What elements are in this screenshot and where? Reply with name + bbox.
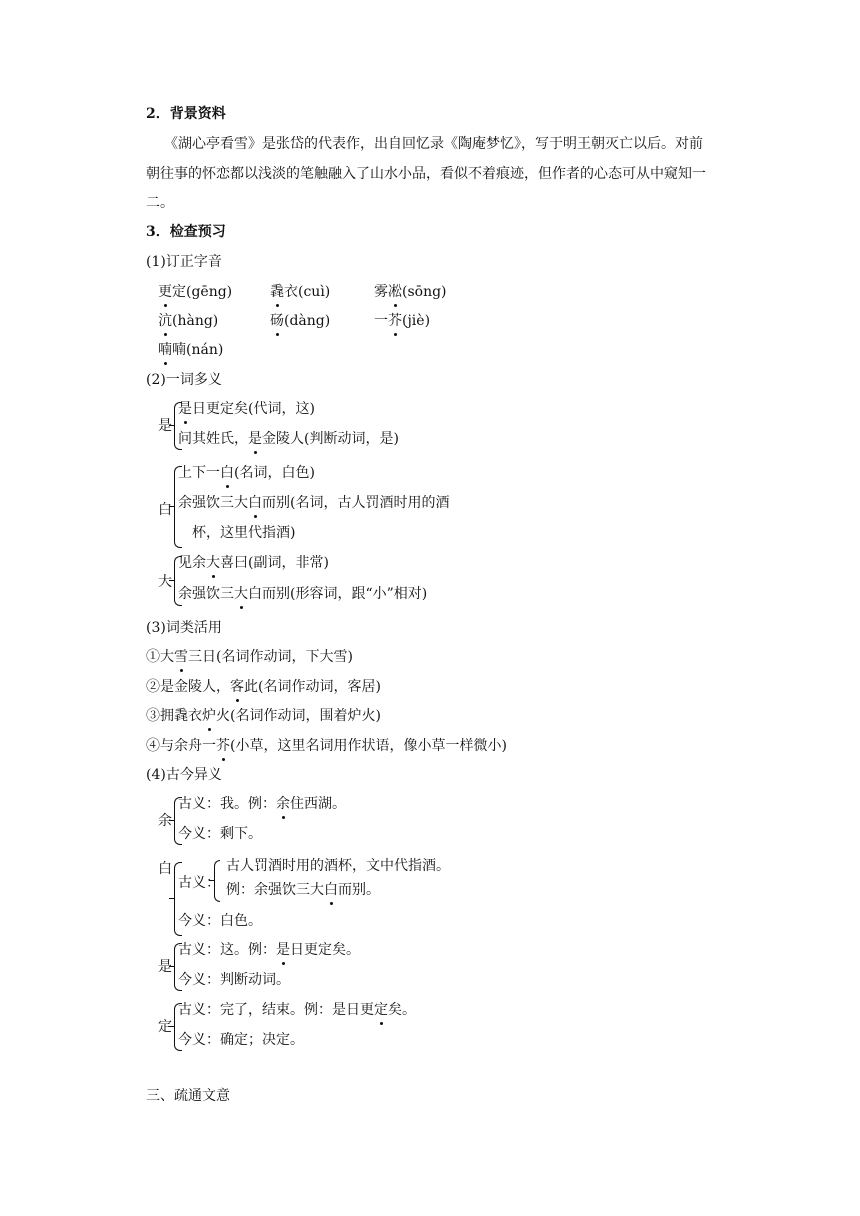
ancient-modern-head-char: 是	[158, 959, 172, 975]
pronunciation-item: 一芥(jiè)	[374, 313, 431, 329]
section-heading-comprehension: 三、疏通文意	[146, 1088, 230, 1104]
ancient-meaning-line: 古义：完了，结束。例：是日更定矣。	[178, 1002, 416, 1018]
word-class-item: ①大雪三日(名词作动词，下大雪)	[146, 649, 353, 665]
ancient-modern-head-char: 白	[158, 861, 172, 877]
pronunciation-item: 沆(hàng)	[158, 313, 219, 329]
sub-heading-ancient-modern: (4)古今异义	[146, 767, 222, 783]
pronunciation-item: 喃喃(nán)	[158, 342, 224, 358]
polysemy-line: 杯，这里代指酒)	[192, 525, 296, 541]
modern-meaning-line: 今义：白色。	[178, 913, 262, 929]
ancient-modern-head-char: 定	[158, 1019, 172, 1035]
inner-brace	[214, 860, 220, 902]
ancient-meaning-line: 例：余强饮三大白而别。	[226, 882, 380, 898]
word-class-item: ④与余舟一芥(小草，这里名词用作状语，像小草一样微小)	[146, 738, 507, 754]
pronunciation-item: 毳衣(cuì)	[270, 284, 331, 300]
polysemy-line: 见余大喜曰(副词，非常)	[178, 555, 329, 571]
modern-meaning-line: 今义：剩下。	[178, 826, 262, 842]
section-heading-preview: 3．检查预习	[146, 224, 226, 240]
section-heading-background: 2．背景资料	[146, 106, 226, 122]
word-class-item: ②是金陵人，客此(名词作动词，客居)	[146, 679, 381, 695]
polysemy-line: 余强饮三大白而别(形容词，跟“小”相对)	[178, 586, 428, 602]
ancient-meaning-line: 古人罚酒时用的酒杯，文中代指酒。	[226, 858, 450, 874]
modern-meaning-line: 今义：判断动词。	[178, 972, 290, 988]
background-para-line-3: 二。	[146, 195, 174, 211]
pronunciation-item: 更定(gēng)	[158, 284, 233, 300]
pronunciation-item: 雾凇(sōng)	[374, 284, 447, 300]
polysemy-line: 上下一白(名词，白色)	[178, 465, 315, 481]
ancient-modern-head-char: 余	[158, 813, 172, 829]
background-para-line-1: 《湖心亭看雪》是张岱的代表作，出自回忆录《陶庵梦忆》，写于明王朝灭亡以后。对前	[164, 136, 703, 152]
polysemy-head-char: 大	[158, 574, 172, 590]
word-class-item: ③拥毳衣炉火(名词作动词，围着炉火)	[146, 708, 381, 724]
polysemy-head-char: 是	[158, 418, 172, 434]
polysemy-head-char: 白	[158, 502, 172, 518]
ancient-meaning-line: 古义：这。例：是日更定矣。	[178, 942, 360, 958]
polysemy-line: 余强饮三大白而别(名词，古人罚酒时用的酒	[178, 495, 450, 511]
ancient-meaning-line: 古义：我。例：余住西湖。	[178, 796, 346, 812]
modern-meaning-line: 今义：确定；决定。	[178, 1032, 304, 1048]
sub-heading-word-class: (3)词类活用	[146, 620, 222, 636]
sub-heading-pronunciation: (1)订正字音	[146, 254, 222, 270]
background-para-line-2: 朝往事的怀恋都以浅淡的笔触融入了山水小品，看似不着痕迹，但作者的心态可从中窥知一	[146, 166, 706, 182]
sub-heading-polysemy: (2)一词多义	[146, 372, 222, 388]
pronunciation-item: 砀(dàng)	[270, 313, 331, 329]
polysemy-line: 问其姓氏，是金陵人(判断动词，是)	[178, 431, 399, 447]
ancient-meaning-label: 古义：	[178, 875, 220, 891]
polysemy-line: 是日更定矣(代词，这)	[178, 401, 315, 417]
